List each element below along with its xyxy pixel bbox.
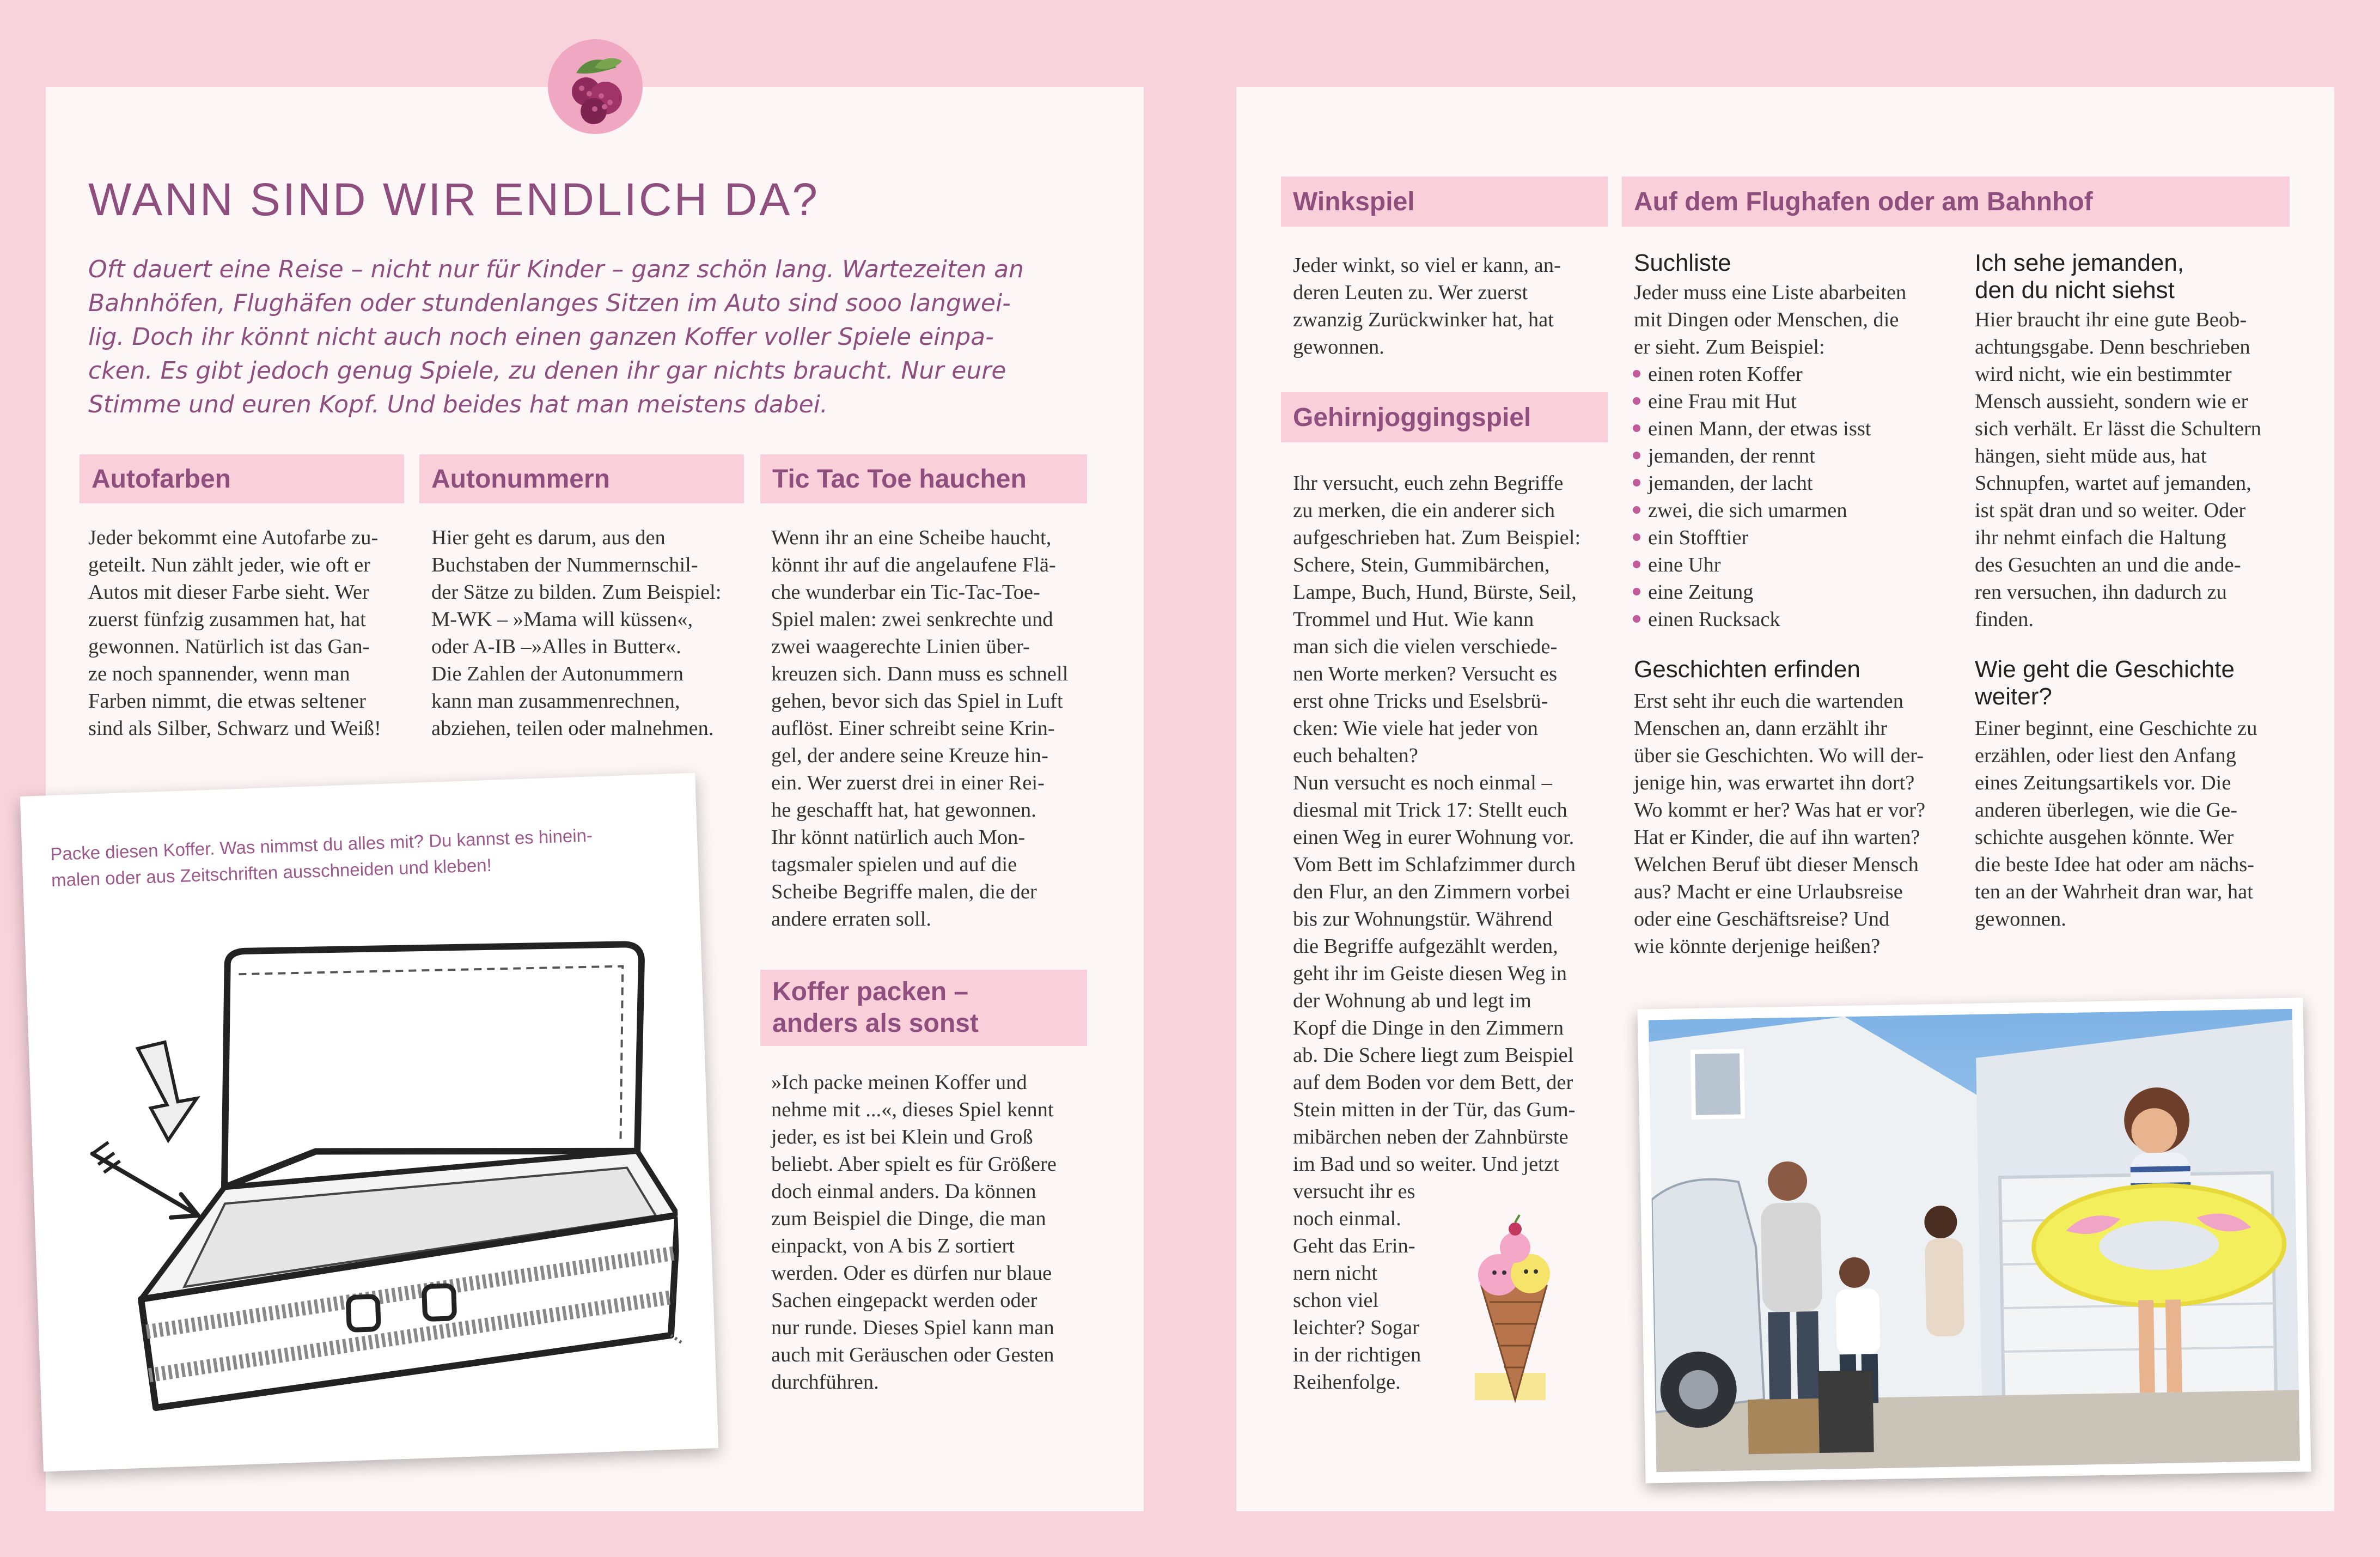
suchliste-list: [1632, 361, 1871, 633]
intro-line: Stimme und euren Kopf. Und beides hat man meistens dabei.: [88, 391, 828, 418]
suitcase-card-caption: Packe diesen Koffer. Was nimmst du alles mit? Du kannst es hinein- malen oder aus Zeitschriften ausschneiden und kleben!: [50, 825, 593, 891]
heading-winkspiel: Winkspiel: [1281, 177, 1608, 227]
subheading-suchliste: Suchliste: [1634, 250, 1731, 276]
list-item: einen Mann, der etwas isst: [1632, 415, 1871, 442]
page-title: WANN SIND WIR ENDLICH DA?: [88, 174, 820, 225]
intro-line: Oft dauert eine Reise – nicht nur für Kinder – ganz schön lang. Wartezeiten an: [88, 256, 1024, 283]
text-wie-geht: Einer beginnt, eine Geschichte zu erzählen, oder liest den Anfang eines Zeitungsartikels vor. Die anderen überlegen, wie die Ge- schichte ausgehen könnte. Wer die beste Idee hat oder am nächs- ten an der Wahrheit dran war, hat gewonnen.: [1975, 717, 2257, 930]
family-photo-image: [1649, 1009, 2300, 1473]
intro-line: lig. Doch ihr könnt nicht auch noch einen ganzen Koffer voller Spiele einpa-: [88, 323, 994, 351]
text-autonummern: Hier geht es darum, aus den Buchstaben der Nummernschil- der Sätze zu bilden. Zum Beispiel: M-WK – »Mama will küssen«, oder A-IB –»Alles in Butter«. Die Zahlen der Autonummern kann man zusammenrechnen, abziehen, teilen oder malnehmen.: [431, 526, 722, 740]
list-item: ein Stofftier: [1632, 524, 1871, 551]
raspberry-badge: [548, 39, 643, 134]
heading-tictactoe: Tic Tac Toe hauchen: [760, 454, 1087, 503]
heading-autofarben: Autofarben: [80, 454, 404, 503]
list-item: jemanden, der lacht: [1632, 470, 1871, 497]
text-gehirnjogging: Ihr versucht, euch zehn Begriffe zu merken, die ein anderer sich aufgeschrieben hat. Zum Beispiel: Schere, Stein, Gummibärchen, Lampe, Buch, Hund, Bürste, Seil, Trommel und Hut. Wie kann man sich die vielen verschiede- nen Worte merken? Versucht es erst ohne Tricks und Eselsbrü- cken: Wie viele hat jeder von euch behalten? Nun versucht es noch einmal – diesmal mit Trick 17: Stellt euch einen Weg in eurer Wohnung vor. Vom Bett im Schlafzimmer durch den Flur, an den Zimmern vorbei bis zur Wohnungstür. Während die Begriffe aufgezählt werden, geht ihr im Geiste diesen Weg in der Wohnung ab und legt im Kopf die Dinge in den Zimmern ab. Die Schere liegt zum Beispiel auf dem Boden vor dem Bett, der Stein mitten in der Tür, das Gum- mibärchen neben der Zahnbürste im Bad und so weiter. Und jetzt versucht ihr es noch einmal. Geht das Erin- nern nicht schon viel leichter? Sogar in der richtigen Reihenfolge.: [1293, 472, 1581, 1394]
text-geschichten: Erst seht ihr euch die wartenden Menschen an, dann erzählt ihr über sie Geschichten. Wo will der- jenige hin, was erwartet ihn dort? Wo kommt er her? Was hat er vor? Hat er Kinder, die auf ihn warten? Welchen Beruf übt dieser Mensch aus? Macht er eine Urlaubsreise oder eine Geschäftsreise? Und wie könnte derjenige heißen?: [1634, 690, 1926, 958]
intro-paragraph: [88, 253, 1069, 422]
heading-koffer: Koffer packen – anders als sonst: [760, 970, 1087, 1046]
text-autofarben: Jeder bekommt eine Autofarbe zu- geteilt. Nun zählt jeder, wie oft er Autos mit dieser Farbe sieht. Wer zuerst fünfzig zusammen hat, hat gewonnen. Natürlich ist das Gan- ze noch spannender, wenn man Farben nimmt, die etwas seltener sind als Silber, Schwarz und Weiß!: [88, 526, 381, 740]
heading-flughafen: Auf dem Flughafen oder am Bahnhof: [1622, 177, 2290, 227]
text-tictactoe: Wenn ihr an eine Scheibe haucht, könnt ihr auf die angelaufene Flä- che wunderbar ein Tic-Tac-Toe- Spiel malen: zwei senkrechte und zwei waagerechte Linien über- kreuzen sich. Dann muss es schnell gehen, bevor sich das Spiel in Luft auflöst. Einer schreibt seine Krin- gel, der andere seine Kreuze hin- ein. Wer zuerst drei in einer Rei- he geschafft hat, hat gewonnen. Ihr könnt natürlich auch Mon- tagsmaler spielen und auf die Scheibe Begriffe malen, die der andere erraten soll.: [771, 526, 1069, 930]
suitcase-activity-card: [20, 773, 719, 1472]
family-photo: [1638, 998, 2311, 1483]
ice-cream-icon: [1465, 1209, 1569, 1411]
intro-line: Bahnhöfen, Flughäfen oder stundenlanges Sitzen im Auto sind sooo langwei-: [88, 289, 1011, 317]
text-winkspiel: Jeder winkt, so viel er kann, an- deren Leuten zu. Wer zuerst zwanzig Zurückwinker hat, hat gewonnen.: [1293, 254, 1561, 358]
subheading-geschichten: Geschichten erfinden: [1634, 656, 1860, 683]
list-item: eine Zeitung: [1632, 579, 1871, 606]
list-item: einen Rucksack: [1632, 606, 1871, 633]
subheading-wie-geht: Wie geht die Geschichte weiter?: [1975, 656, 2235, 710]
text-suchliste: Jeder muss eine Liste abarbeiten mit Dingen oder Menschen, die er sieht. Zum Beispiel:: [1634, 281, 1907, 358]
text-koffer: »Ich packe meinen Koffer und nehme mit ...«, dieses Spiel kennt jeder, es ist bei Klein und Groß beliebt. Aber spielt es für Größere doch einmal anders. Da können zum Beispiel die Dinge, die man einpackt, von A bis Z sortiert werden. Oder es dürfen nur blaue Sachen eingepackt werden oder nur runde. Dieses Spiel kann man auch mit Geräuschen oder Gesten durchführen.: [771, 1071, 1057, 1394]
suitcase-drawing-icon: [78, 867, 685, 1432]
list-item: eine Uhr: [1632, 551, 1871, 579]
list-item: jemanden, der rennt: [1632, 442, 1871, 470]
raspberry-icon: [548, 39, 643, 134]
subheading-ich-sehe: Ich sehe jemanden, den du nicht siehst: [1975, 250, 2184, 303]
intro-line: cken. Es gibt jedoch genug Spiele, zu denen ihr gar nichts braucht. Nur eure: [88, 357, 1006, 385]
heading-autonummern: Autonummern: [419, 454, 744, 503]
list-item: einen roten Koffer: [1632, 361, 1871, 388]
text-ich-sehe: Hier braucht ihr eine gute Beob- achtungsgabe. Denn beschrieben wird nicht, wie ein bestimmter Mensch aussieht, sondern wie er sich verhält. Er lässt die Schultern hängen, sieht müde aus, hat Schnupfen, wartet auf jemanden, ist spät dran und so weiter. Oder ihr nehmt einfach die Haltung des Gesuchten an und die ande- ren versuchen, ihn dadurch zu finden.: [1975, 308, 2262, 631]
heading-gehirnjogging: Gehirnjoggingspiel: [1281, 392, 1608, 442]
list-item: eine Frau mit Hut: [1632, 388, 1871, 415]
list-item: zwei, die sich umarmen: [1632, 497, 1871, 524]
